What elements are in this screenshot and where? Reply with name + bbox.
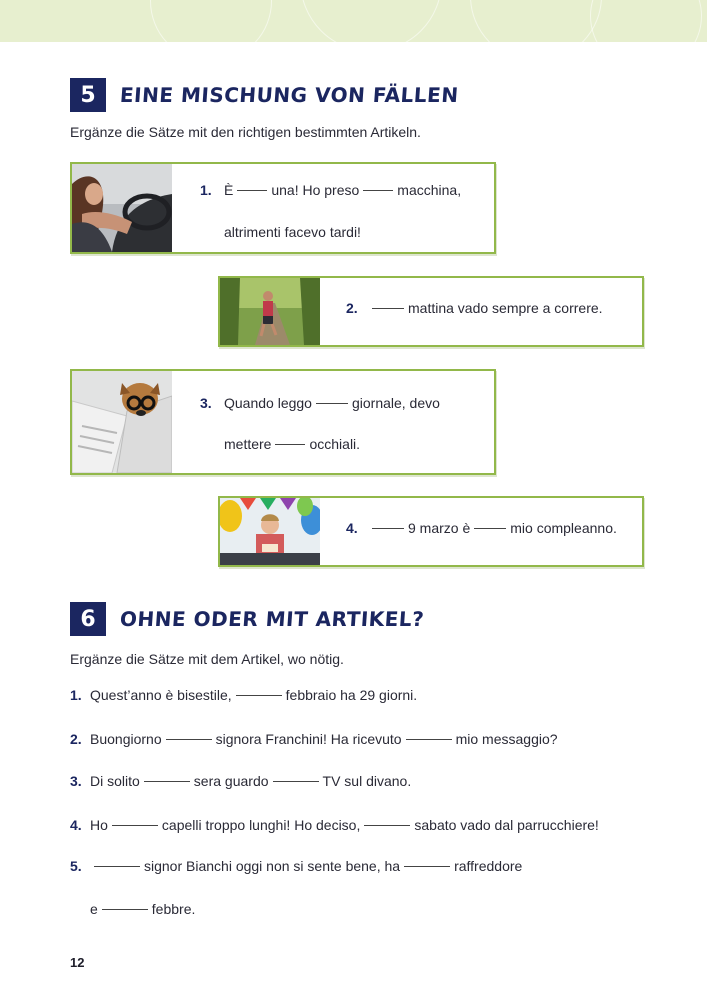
child-birthday-cake-photo [220,498,320,565]
text-segment: 9 marzo è [408,520,471,536]
top-decorative-band [0,0,707,42]
section-6-instruction: Ergänze die Sätze mit dem Artikel, wo nötig. [70,651,344,667]
text-segment: febbraio ha 29 giorni. [285,687,418,703]
text-segment: mattina vado sempre a correre. [408,300,603,316]
answer-blank[interactable] [404,866,450,867]
section-title: OHNE ODER MIT ARTIKEL? [119,607,426,631]
text-segment: Quando leggo [224,395,312,411]
answer-blank[interactable] [275,444,305,445]
item-number: 3. [70,773,82,789]
text-segment: capelli troppo lunghi! Ho deciso, [161,817,361,833]
item-number: 1. [70,687,82,703]
page-number: 12 [70,955,85,970]
text-segment: occhiali. [309,436,361,452]
answer-blank[interactable] [237,190,267,191]
exercise-item-1-line-1 [200,180,461,200]
answer-blank[interactable] [372,308,404,309]
section-5-heading [70,78,459,112]
text-segment: TV sul divano. [322,773,412,789]
answer-blank[interactable] [94,866,140,867]
answer-blank[interactable] [474,528,506,529]
item-number: 4. [346,520,358,536]
exercise-card-3 [70,369,496,475]
text-segment: mio messaggio? [455,731,558,747]
answer-blank[interactable] [372,528,404,529]
text-segment: Ho [90,817,108,833]
answer-blank[interactable] [166,739,212,740]
exercise-card-2 [218,276,644,347]
dog-with-glasses-newspaper-photo [72,371,172,473]
text-segment: febbre. [151,901,196,917]
woman-driving-car-photo [72,164,172,252]
woman-jogging-park-photo [220,278,320,345]
section-number-badge: 5 [70,78,106,112]
text-segment: macchina, [397,182,462,198]
text-segment: È [224,182,234,198]
exercise-item-1-line-2: altrimenti facevo tardi! [224,224,361,240]
section-number-badge: 6 [70,602,106,636]
answer-blank[interactable] [273,781,319,782]
answer-blank[interactable] [236,695,282,696]
answer-blank[interactable] [112,825,158,826]
text-segment: Buongiorno [90,731,162,747]
item-number: 3. [200,395,212,411]
item-number: 1. [200,182,212,198]
answer-blank[interactable] [363,190,393,191]
item-number: 4. [70,817,82,833]
text-segment: raffreddore [454,858,523,874]
item-number: 2. [346,300,358,316]
exercise-item-3-line-2 [224,434,360,454]
text-segment: signor Bianchi oggi non si sente bene, ha [144,858,401,874]
text-segment: Quest’anno è bisestile, [90,687,232,703]
text-segment: e [90,901,98,917]
section-5-instruction: Ergänze die Sätze mit den richtigen bestimmten Artikeln. [70,124,421,140]
exercise-item-2-line-1 [346,298,603,318]
section-6-heading [70,602,424,636]
exercise-item-3-line-1 [200,393,440,413]
section-6-item-2 [70,729,558,749]
exercise-card-1 [70,162,496,254]
item-number: 5. [70,858,82,874]
answer-blank[interactable] [102,909,148,910]
answer-blank[interactable] [406,739,452,740]
section-6-item-4 [70,815,599,835]
section-6-item-5-line-2 [90,899,195,919]
answer-blank[interactable] [144,781,190,782]
section-title: EINE MISCHUNG VON FÄLLEN [119,83,460,107]
text-segment: signora Franchini! Ha ricevuto [215,731,402,747]
section-6-item-5 [70,856,522,876]
text-segment: mettere [224,436,272,452]
exercise-item-4-line-1 [346,518,617,538]
text-segment: giornale, devo [351,395,440,411]
text-segment: sabato vado dal parrucchiere! [414,817,599,833]
text-segment: sera guardo [193,773,269,789]
section-6-item-3 [70,771,411,791]
answer-blank[interactable] [316,403,348,404]
section-6-item-1 [70,685,417,705]
exercise-card-4 [218,496,644,567]
text-segment: mio compleanno. [510,520,617,536]
text-segment: una! Ho preso [271,182,360,198]
text-segment: Di solito [90,773,140,789]
answer-blank[interactable] [364,825,410,826]
item-number: 2. [70,731,82,747]
